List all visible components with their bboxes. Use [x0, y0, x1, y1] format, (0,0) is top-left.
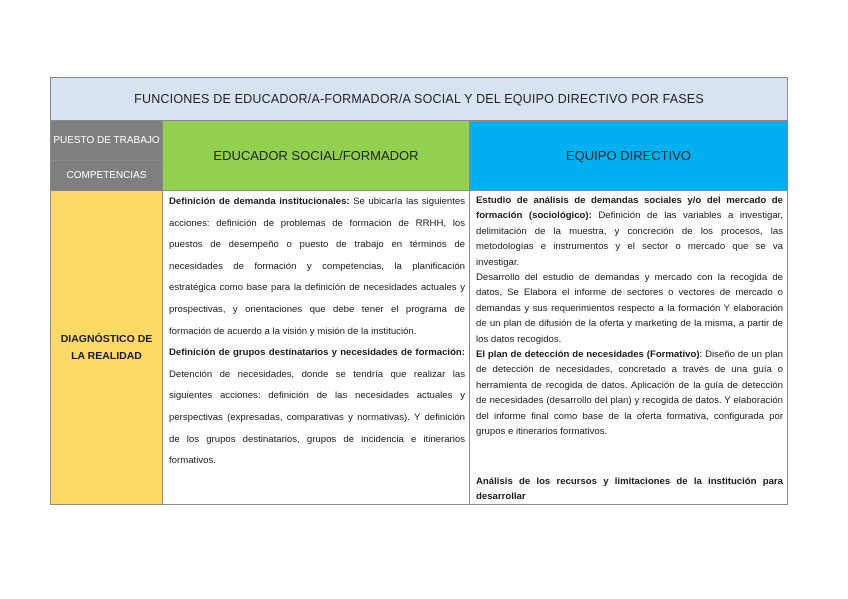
equipo-paragraph-4 [476, 474, 783, 505]
equipo-paragraph-1 [476, 193, 783, 270]
equipo-p1-heading: Estudio de análisis de demandas sociales y/o del mercado de formación (sociológico): [476, 195, 784, 222]
phase-label [51, 191, 163, 505]
equipo-spacer [476, 440, 783, 474]
educador-p1-heading: Definición de demanda institucionales: [169, 196, 350, 207]
functions-table [50, 77, 788, 505]
equipo-p4-heading: Análisis de los recursos y limitaciones de la institución para desarrollar [476, 475, 784, 502]
equipo-header: EQUIPO DIRECTIVO [470, 121, 788, 191]
equipo-paragraph-2: Desarrollo del estudio de demandas y mercado con la recogida de datos, Se Elabora el informe de sectores o vectores de mercado o demandas y sus requerimientos respecto a la formación Y elaboración de un plan de difusión de la oferta y marketing de la misma, a partir de los datos recogidos. [476, 272, 784, 345]
educador-cell [163, 191, 470, 505]
educador-paragraph-1 [169, 191, 465, 342]
equipo-p3-heading: El plan de detección de necesidades (Formativo) [476, 349, 700, 361]
equipo-paragraph-3 [476, 347, 783, 439]
educador-paragraph-2 [169, 342, 465, 472]
phase-label-text: DIAGNÓSTICO DE LA REALIDAD [60, 332, 153, 362]
educador-p2-heading: Definición de grupos destinatarios y necesidades de formación: [169, 347, 465, 359]
puesto-header: PUESTO DE TRABAJO [51, 121, 163, 161]
table-title: FUNCIONES DE EDUCADOR/A-FORMADOR/A SOCIAL Y DEL EQUIPO DIRECTIVO POR FASES [51, 78, 788, 121]
equipo-p1-text: Definición de las variables a investigar, delimitación de la muestra, y concreción de los procesos, las metodologías e instrumentos y el sector o mercado que se va investigar. [476, 210, 784, 268]
educador-header: EDUCADOR SOCIAL/FORMADOR [163, 121, 470, 191]
equipo-cell [470, 191, 788, 505]
educador-p1-text: Se ubicaría las siguientes acciones: definición de problemas de formación de RRHH, los puestos de desempeño o puesto de trabajo en términos de necesidades de formación y competencias, la planificación estratégica como base para la definición de necesidades actuales y prospectivas, y orientaciones que debe tener el programa de formación de acuerdo a la visión y misión de la institución. [169, 196, 466, 337]
educador-p2-text: Detención de necesidades, donde se tendría que realizar las siguientes acciones: definición de las necesidades actuales y perspectivas (expresadas, comparativas y normativas). Y definición de los grupos destinatarios, grupos de incidencia e itinerarios formativos. [169, 368, 465, 467]
equipo-p3-text: : Diseño de un plan de detección de necesidades, concretado a través de una guía o herramienta de recogida de datos. Aplicación de la guía de detección de necesidades (desarrollo del plan) y recogida de datos. Y elaboración del informe final como base de la oferta formativa, configurada por grupos e itinerarios formativos. [476, 349, 784, 438]
competencias-header: COMPETENCIAS [51, 161, 163, 191]
